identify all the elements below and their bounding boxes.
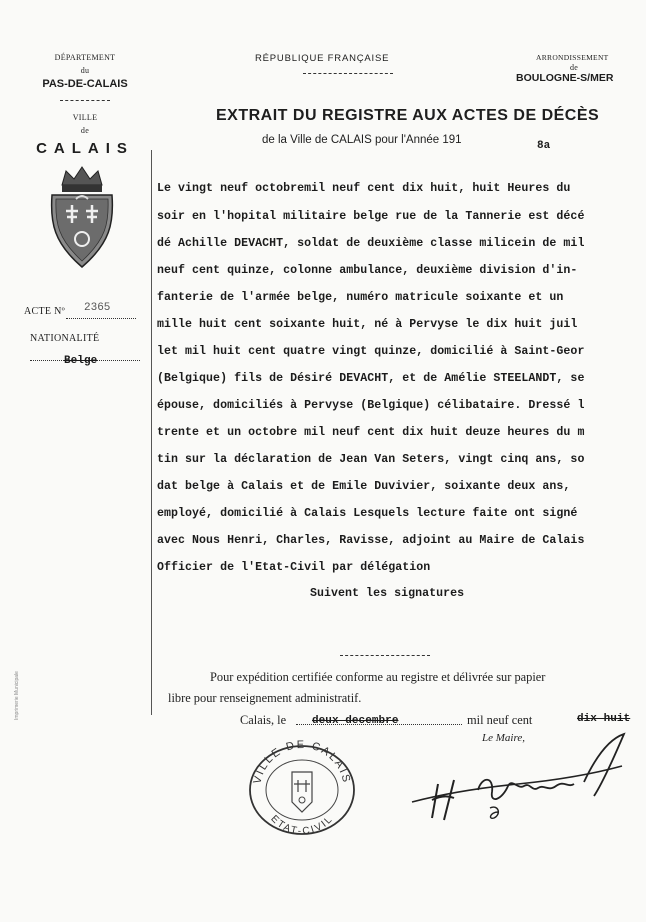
body-line: soir en l'hopital militaire belge rue de la Tannerie est décé [157, 210, 585, 223]
body-line: let mil huit cent quatre vingt quinze, domicilié à Saint-Geor [157, 345, 585, 358]
le-maire-label: Le Maire, [482, 732, 525, 744]
divider [303, 73, 393, 74]
body-line: dé Achille DEVACHT, soldat de deuxième classe milicein de mil [157, 237, 585, 250]
du-label: du [80, 66, 90, 75]
coat-of-arms [46, 163, 118, 275]
departement-label: DÉPARTEMENT [54, 53, 116, 62]
body-line: Officier de l'Etat-Civil par délégation [157, 561, 431, 574]
body-line: Le vingt neuf octobremil neuf cent dix huit, huit Heures du [157, 182, 571, 195]
date-day: deux decembre [312, 715, 399, 727]
arrondissement-de: de [570, 63, 579, 72]
body-line: épouse, domiciliés à Pervyse (Belgique) célibataire. Dressé l [157, 399, 585, 412]
ville-name: CALAIS [36, 140, 134, 157]
date-year: dix huit [577, 713, 631, 725]
nationalite-label: NATIONALITÉ [30, 333, 100, 344]
body-line: neuf cent quinze, colonne ambulance, deuxième division d'in- [157, 264, 578, 277]
mil-neuf-cent-label: mil neuf cent [467, 713, 533, 727]
mayor-signature [398, 732, 638, 832]
body-line: employé, domicilié à Calais Lesquels lecture faite ont signé [157, 507, 578, 520]
document-subtitle: de la Ville de CALAIS pour l'Année 191 [262, 134, 462, 146]
signatures-line: Suivent les signatures [310, 587, 465, 600]
svg-text:VILLE DE CALAIS [251, 739, 352, 785]
ville-label: VILLE [72, 113, 98, 122]
republique-label: RÉPUBLIQUE FRANÇAISE [255, 53, 390, 64]
body-line: tin sur la déclaration de Jean Van Seters, vingt cinq ans, so [157, 453, 585, 466]
calais-le-label: Calais, le [240, 713, 287, 727]
divider [340, 655, 430, 656]
document-title: EXTRAIT DU REGISTRE AUX ACTES DE DÉCÈS [216, 107, 600, 124]
body-line: fanterie de l'armée belge, numéro matricule soixante et un [157, 291, 564, 304]
acte-label: ACTE Nº [24, 306, 66, 317]
certification-line-2: libre pour renseignement administratif. [168, 691, 362, 705]
de-label: de [80, 126, 90, 135]
body-line: dat belge à Calais et de Emile Duvivier, soixante deux ans, [157, 480, 571, 493]
body-line: avec Nous Henri, Charles, Ravisse, adjoint au Maire de Calais [157, 534, 585, 547]
margin-print: Imprimerie Municipale [14, 671, 20, 720]
stamp-bottom-text: ETAT-CIVIL [268, 813, 336, 836]
margin-rule [151, 150, 152, 715]
certification-line-1: Pour expédition certifiée conforme au registre et délivrée sur papier [210, 670, 546, 684]
arrondissement-name: BOULOGNE-S/MER [516, 72, 614, 84]
municipal-stamp [244, 736, 360, 836]
body-line: trente et un octobre mil neuf cent dix huit deuze heures du m [157, 426, 585, 439]
departement-name: PAS-DE-CALAIS [42, 78, 128, 90]
arrondissement-label: ARRONDISSEMENT [536, 53, 609, 62]
stamp-top-text: VILLE DE CALAIS [251, 738, 353, 786]
nationalite-value: Belge [64, 355, 98, 367]
divider [66, 318, 136, 319]
divider [60, 100, 110, 101]
year-suffix: 8a [537, 140, 551, 152]
body-line: (Belgique) fils de Désiré DEVACHT, et de Amélie STEELANDT, se [157, 372, 585, 385]
body-line: mille huit cent soixante huit, né à Pervyse le dix huit juil [157, 318, 578, 331]
acte-number: 2365 [84, 302, 111, 314]
svg-text:ETAT-CIVIL [268, 813, 335, 836]
